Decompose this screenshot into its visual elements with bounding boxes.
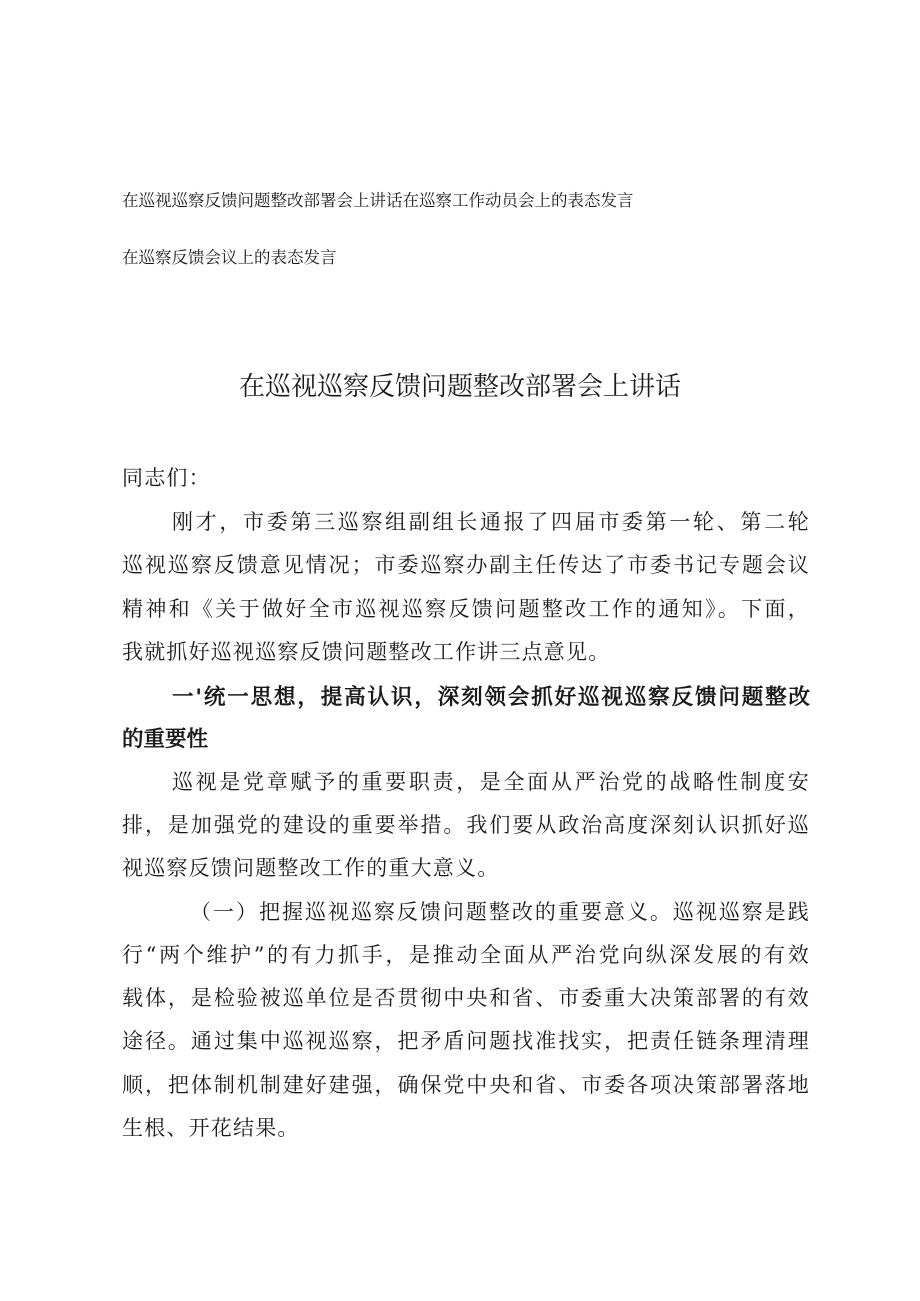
toc-entry: 在巡察反馈会议上的表态发言	[122, 248, 337, 267]
paragraph-line: 精神和《关于做好全市巡视巡察反馈问题整改工作的通知》。下面，	[122, 597, 810, 621]
paragraph-line: 我就抓好巡视巡察反馈问题整改工作讲三点意见。	[122, 640, 611, 664]
paragraph-line: 排，是加强党的建设的重要举措。我们要从政治高度深刻认识抓好巡	[122, 813, 810, 837]
paragraph-line: 巡视是党章赋予的重要职责，是全面从严治党的战略性制度安	[172, 770, 810, 794]
paragraph-line: 载体，是检验被巡单位是否贯彻中央和省、市委重大决策部署的有效	[122, 986, 810, 1010]
paragraph-line: （一）把握巡视巡察反馈问题整改的重要意义。巡视巡察是践	[190, 900, 810, 924]
paragraph-line: 生根、开花结果。	[122, 1116, 300, 1140]
paragraph-line: 刚才，市委第三巡察组副组长通报了四届市委第一轮、第二轮	[172, 510, 810, 534]
salutation: 同志们：	[122, 466, 211, 490]
paragraph-line: 行“两个维护”的有力抓手，是推动全面从严治党向纵深发展的有效	[122, 943, 810, 967]
paragraph-line: 巡视巡察反馈意见情况；市委巡察办副主任传达了市委书记专题会议	[122, 553, 810, 577]
paragraph-line: 途径。通过集中巡视巡察，把矛盾问题找准找实，把责任链条理清理	[122, 1029, 810, 1053]
paragraph-line: 顺，把体制机制建好建强，确保党中央和省、市委各项决策部署落地	[122, 1073, 810, 1097]
section-heading-line: 的重要性	[122, 727, 209, 752]
section-heading-line: 一'统一思想，提高认识，深刻领会抓好巡视巡察反馈问题整改	[172, 685, 810, 710]
paragraph-line: 视巡察反馈问题整改工作的重大意义。	[122, 856, 500, 880]
toc-entry: 在巡视巡察反馈问题整改部署会上讲话在巡察工作动员会上的表态发言	[122, 191, 634, 210]
document-title: 在巡视巡察反馈问题整改部署会上讲话	[238, 372, 681, 402]
